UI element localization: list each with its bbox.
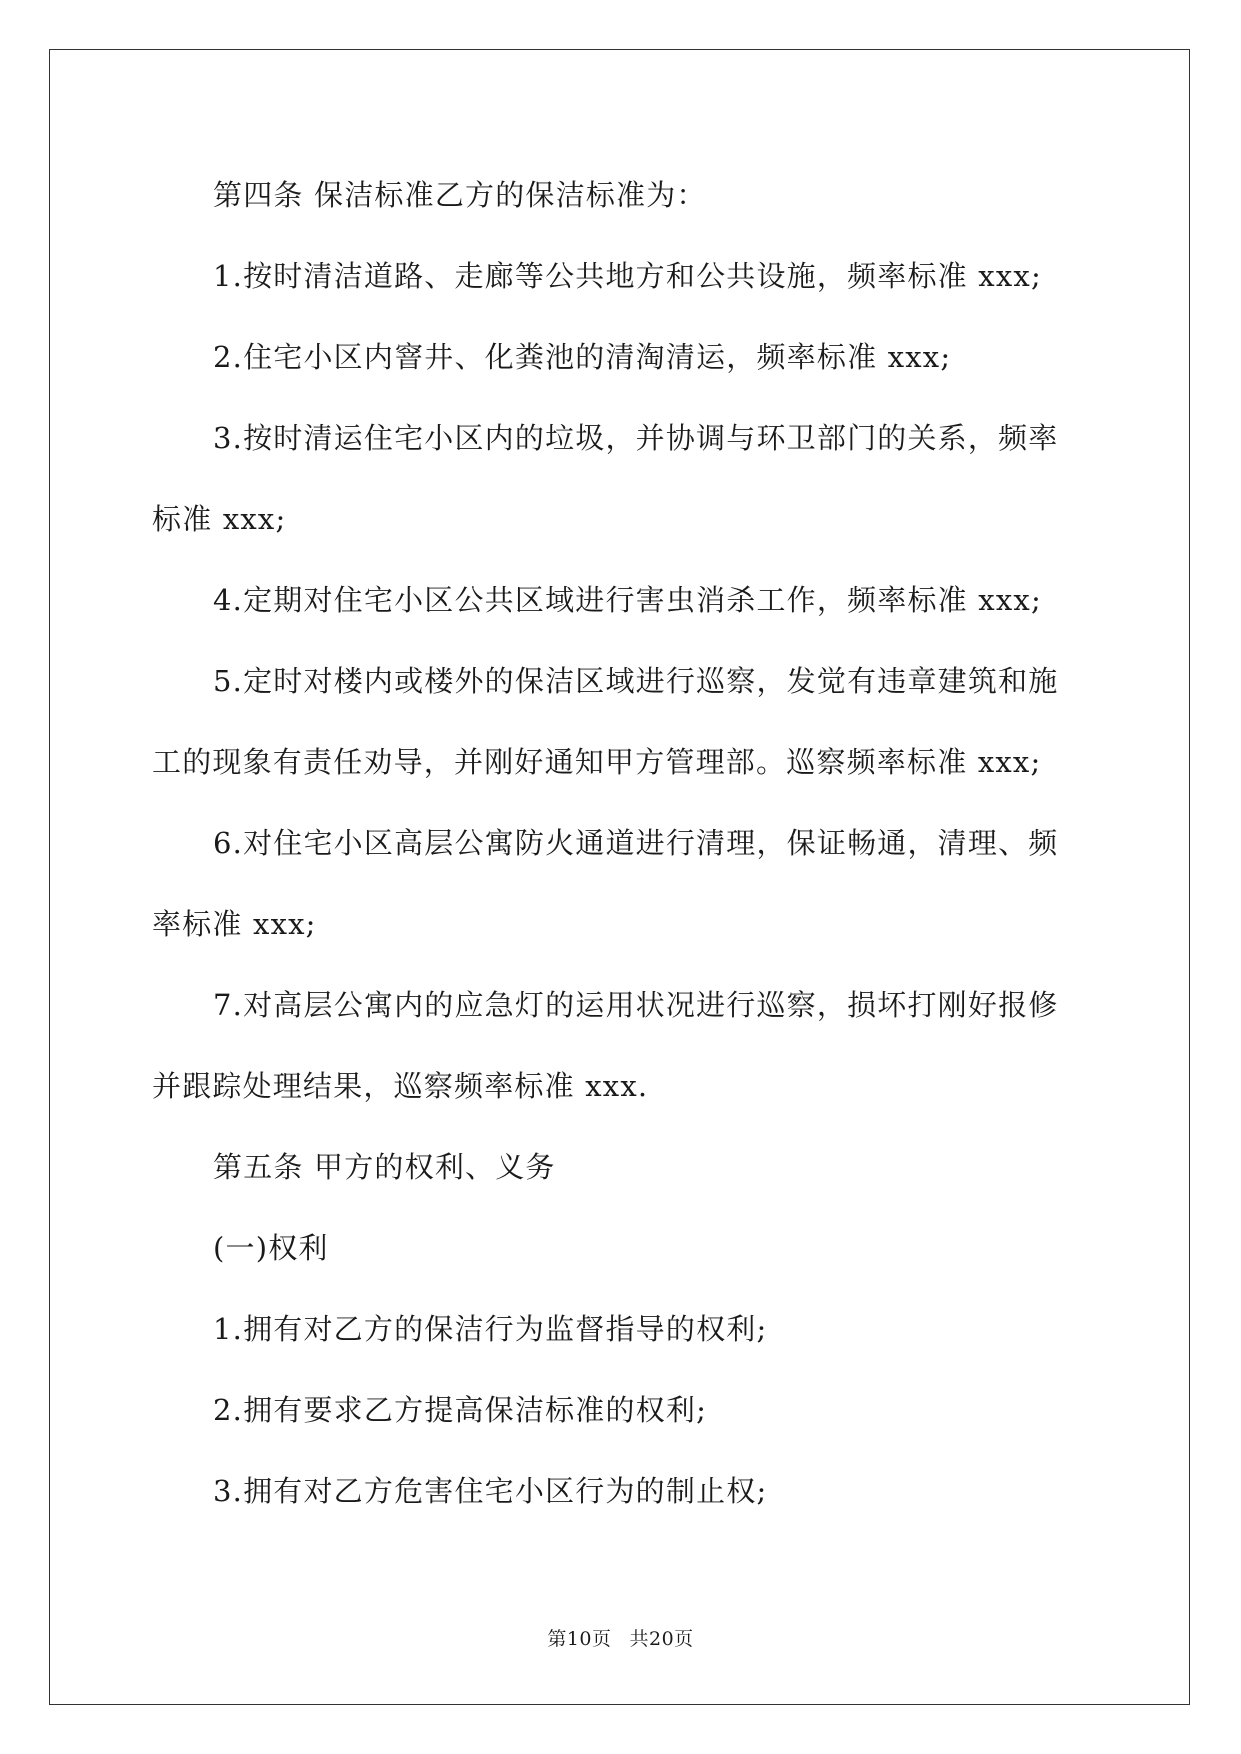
paragraph-right-1: 1.拥有对乙方的保洁行为监督指导的权利;: [213, 1312, 768, 1346]
paragraph-article-4-heading: 第四条 保洁标准乙方的保洁标准为：: [213, 178, 707, 212]
paragraph-item-1: 1.按时清洁道路、走廊等公共地方和公共设施，频率标准 xxx;: [213, 259, 1042, 293]
page-footer: [0, 1627, 1241, 1651]
paragraph-item-4: 4.定期对住宅小区公共区域进行害虫消杀工作，频率标准 xxx;: [213, 583, 1042, 617]
paragraph-item-3: 3.按时清运住宅小区内的垃圾，并协调与环卫部门的关系，频率标准 xxx;: [152, 421, 1059, 536]
page-number: 第10页: [547, 1628, 612, 1650]
document-body: [152, 155, 1088, 1532]
page-total: 共20页: [629, 1628, 694, 1650]
paragraph-rights-heading: (一)权利: [213, 1231, 329, 1265]
paragraph-item-5: 5.定时对楼内或楼外的保洁区域进行巡察，发觉有违章建筑和施工的现象有责任劝导，并刚好通知甲方管理部。巡察频率标准 xxx;: [152, 664, 1059, 779]
paragraph-item-7: 7.对高层公寓内的应急灯的运用状况进行巡察，损坏打刚好报修并跟踪处理结果，巡察频率标准 xxx.: [152, 988, 1059, 1103]
paragraph-right-3: 3.拥有对乙方危害住宅小区行为的制止权;: [213, 1474, 768, 1508]
paragraph-item-2: 2.住宅小区内窨井、化粪池的清淘清运，频率标准 xxx;: [213, 340, 952, 374]
paragraph-item-6: 6.对住宅小区高层公寓防火通道进行清理，保证畅通，清理、频率标准 xxx;: [152, 826, 1059, 941]
paragraph-right-2: 2.拥有要求乙方提高保洁标准的权利;: [213, 1393, 708, 1427]
paragraph-article-5-heading: 第五条 甲方的权利、义务: [213, 1150, 556, 1184]
